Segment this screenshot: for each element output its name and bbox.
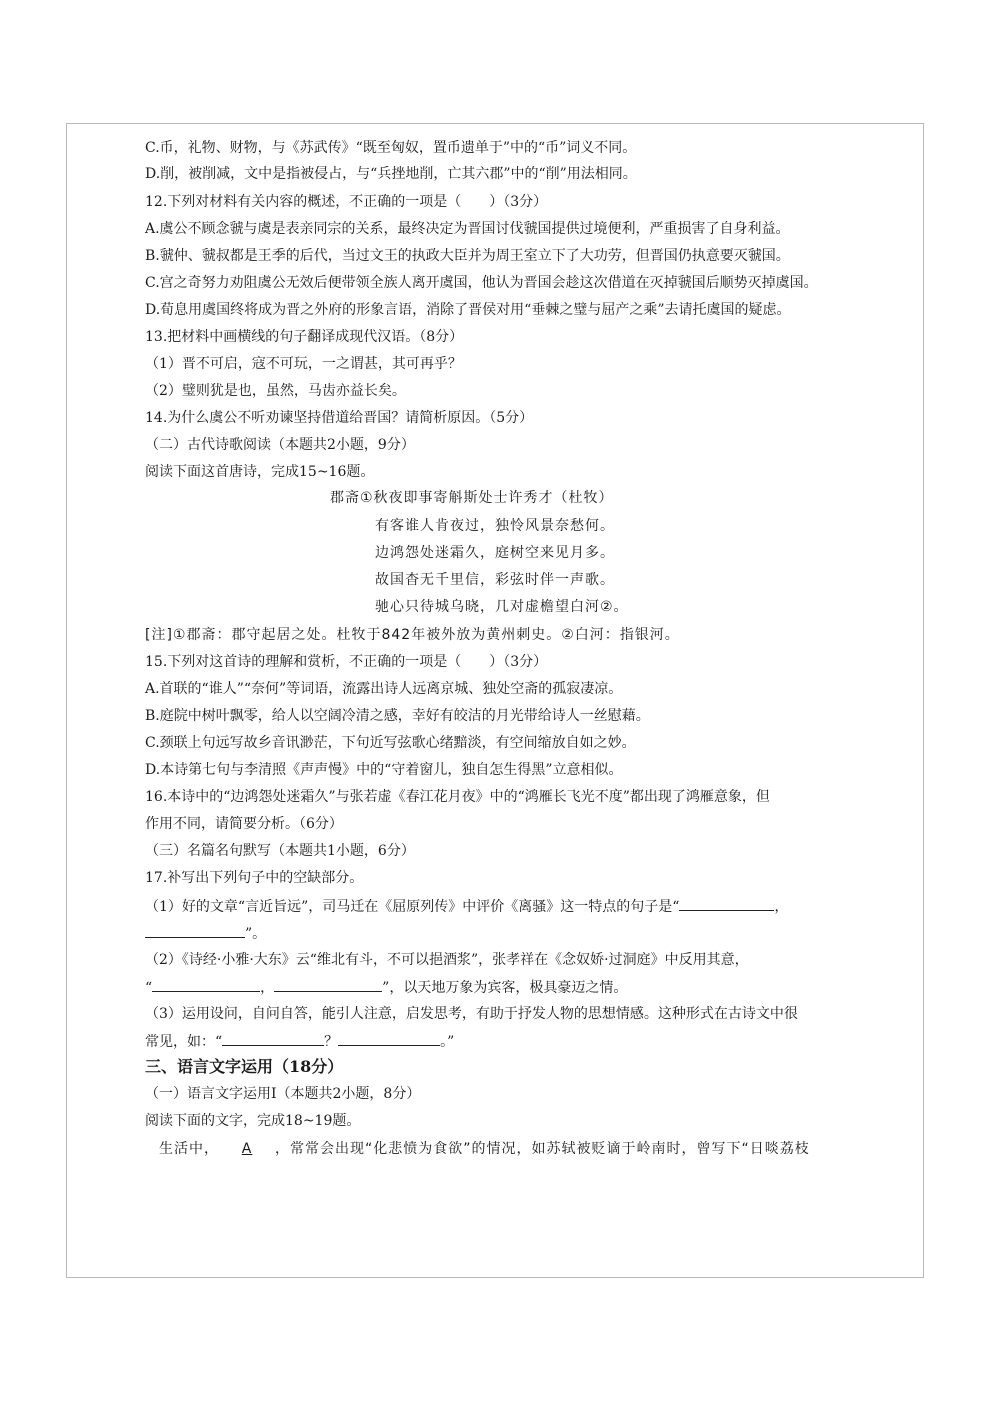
q17-item-1-line-2 xyxy=(145,923,266,944)
answer-blank[interactable] xyxy=(679,896,774,911)
q17-item-3-line-1: （3）运用设问，自问自答，能引人注意，启发思考，有助于抒发人物的思想情感。这种形式在古诗文中很 xyxy=(145,1006,798,1022)
q17-item-1-line-1 xyxy=(145,896,788,917)
q12-option-c: C.宫之奇努力劝阻虞公无效后便带领全族人离开虞国，他认为晋国会趁这次借道在灭掉虢国后顺势灭掉虞国。 xyxy=(145,275,818,291)
q11-option-d: D.削，被削减，文中是指被侵占，与“兵挫地削，亡其六郡”中的“削”用法相同。 xyxy=(145,166,637,182)
passage-text-b: ，常常会出现“化悲愤为食欲”的情况，如苏轼被贬谪于岭南时，曾写下“日啖荔枝 xyxy=(275,1141,810,1157)
q17-item-2-comma: ， xyxy=(260,980,275,996)
poem-line-4: 驰心只待城乌晓，几对虚檐望白河②。 xyxy=(375,599,629,615)
section2-heading: （二）古代诗歌阅读（本题共2小题，9分） xyxy=(145,437,415,453)
part3-intro: 阅读下面的文字，完成18~19题。 xyxy=(145,1113,361,1129)
q15-option-a: A.首联的“谁人”“奈何”等词语，流露出诗人远离京城、独处空斋的孤寂凄凉。 xyxy=(145,681,623,697)
q17-item-3-line-2 xyxy=(145,1031,454,1052)
answer-blank[interactable] xyxy=(152,977,260,992)
answer-blank[interactable] xyxy=(338,1031,440,1046)
section2-intro: 阅读下面这首唐诗，完成15~16题。 xyxy=(145,464,375,480)
part3-heading: 三、语言文字运用（18分） xyxy=(145,1057,344,1076)
poem-note: [注]①郡斋：郡守起居之处。杜牧于842年被外放为黄州刺史。②白河：指银河。 xyxy=(145,627,680,643)
q11-option-c: C.币，礼物、财物，与《苏武传》“既至匈奴，置币遗单于”中的“币”词义不同。 xyxy=(145,140,637,156)
poem-line-1: 有客谁人肯夜过，独怜风景奈愁何。 xyxy=(375,518,615,534)
q17-item-2-tail: ”，以天地万象为宾客，极具豪迈之情。 xyxy=(382,980,628,996)
passage-blank-a[interactable]: A xyxy=(241,1141,253,1157)
q16-line-1: 16.本诗中的“边鸿怨处迷霜久”与张若虚《春江花月夜》中的“鸿雁长飞光不度”都出现了鸿雁意象，但 xyxy=(145,789,770,805)
poem-line-2: 边鸿怨处迷霜久，庭树空来见月多。 xyxy=(375,545,615,561)
q17-stem: 17.补写出下列句子中的空缺部分。 xyxy=(145,870,364,886)
q13-stem: 13.把材料中画横线的句子翻译成现代汉语。（8分） xyxy=(145,329,464,345)
q14-stem: 14.为什么虞公不听劝谏坚持借道给晋国？请简析原因。（5分） xyxy=(145,410,534,426)
q16-line-2: 作用不同，请简要分析。（6分） xyxy=(145,816,343,832)
section3-heading: （三）名篇名句默写（本题共1小题，6分） xyxy=(145,843,415,859)
q13-sentence-1: （1）晋不可启，寇不可玩，一之谓甚，其可再乎？ xyxy=(145,356,462,372)
answer-blank[interactable] xyxy=(145,923,245,938)
q17-item-2-line-1: （2）《诗经·小雅·大东》云“维北有斗，不可以挹酒浆”，张孝祥在《念奴娇·过洞庭》中反用其意， xyxy=(145,952,749,968)
part3-subheading: （一）语言文字运用Ⅰ（本题共2小题，8分） xyxy=(145,1086,421,1102)
q17-item-2-line-2 xyxy=(145,977,627,998)
poem-title: 郡斋①秋夜即事寄斛斯处士许秀才（杜牧） xyxy=(330,490,614,506)
q15-option-d: D.本诗第七句与李清照《声声慢》中的“守着窗儿，独自怎生得黑”立意相似。 xyxy=(145,762,623,778)
q12-option-d: D.荀息用虞国终将成为晋之外府的形象言语，消除了晋侯对用“垂棘之璧与屈产之乘”去请托虞国的疑虑。 xyxy=(145,302,791,318)
passage-line-1 xyxy=(159,1139,810,1159)
q17-item-3-close: 。” xyxy=(440,1034,455,1050)
poem-line-3: 故国杳无千里信，彩弦时伴一声歌。 xyxy=(375,572,615,588)
q13-sentence-2: （2）璧则犹是也，虽然，马齿亦益长矣。 xyxy=(145,383,406,399)
q15-stem: 15.下列对这首诗的理解和赏析，不正确的一项是（ ）（3分） xyxy=(145,654,548,670)
q17-item-1-close: ”。 xyxy=(245,926,267,942)
q12-option-b: B.虢仲、虢叔都是王季的后代，当过文王的执政大臣并为周王室立下了大功劳，但晋国仍执意要灭虢国。 xyxy=(145,248,790,264)
q15-option-c: C.颈联上句远写故乡音讯渺茫，下句近写弦歌心绪黯淡，有空间缩放自如之妙。 xyxy=(145,735,636,751)
q12-option-a: A.虞公不顾念虢与虞是表亲同宗的关系，最终决定为晋国讨伐虢国提供过境便利，严重损害了自身利益。 xyxy=(145,221,790,237)
q17-item-1-comma: ， xyxy=(774,899,789,915)
q12-stem: 12.下列对材料有关内容的概述，不正确的一项是（ ）（3分） xyxy=(145,194,548,210)
answer-blank[interactable] xyxy=(222,1031,324,1046)
page-frame xyxy=(66,123,924,1278)
q17-item-1-text: （1）好的文章“言近旨远”，司马迁在《屈原列传》中评价《离骚》这一特点的句子是“ xyxy=(145,899,680,915)
q17-item-3-lead: 常见，如：“ xyxy=(145,1034,223,1050)
q17-item-3-question: ？ xyxy=(324,1034,339,1050)
answer-blank[interactable] xyxy=(274,977,382,992)
passage-text-a: 生活中， xyxy=(159,1141,219,1157)
q17-item-2-open: “ xyxy=(145,980,153,996)
q15-option-b: B.庭院中树叶飘零，给人以空阔冷清之感，幸好有皎洁的月光带给诗人一丝慰藉。 xyxy=(145,708,650,724)
